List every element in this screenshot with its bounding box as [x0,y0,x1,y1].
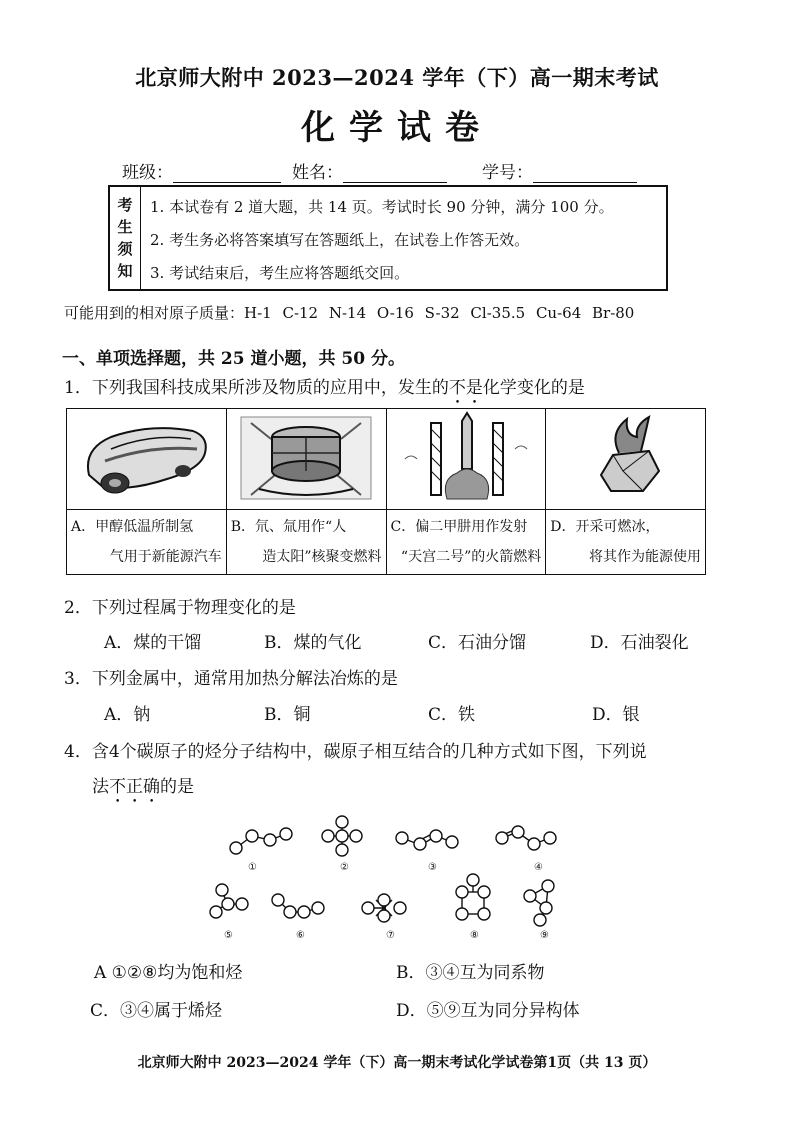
name-label: 姓名： [292,163,343,183]
q4-stem-text: 法 [92,777,109,797]
q4-stem-line2 [92,772,194,807]
section-heading: 一、单项选择题，共 25 道小题，共 50 分。 [62,349,405,369]
q4-stem-text: 的是 [160,777,194,797]
class-field [122,158,281,183]
q4-option-c[interactable]: C．③④属于烯烃 [90,1001,223,1021]
q4-option-a[interactable]: A ①②⑧均为饱和烃 [94,963,243,983]
option-line: 造太阳”核聚变燃料 [262,549,382,565]
q3-option-a[interactable]: A．钠 [104,705,151,725]
q3-option-b[interactable]: B．铜 [264,705,311,725]
notice-side-label [110,187,141,289]
option-line: 将其作为能源使用 [589,549,701,565]
notice-item: 3. 考试结束后，考生应将答题纸交回。 [150,264,410,282]
option-line: D．开采可燃冰， [550,519,660,535]
q1-image-c [386,409,546,510]
page-footer: 北京师大附中 2023—2024 学年（下）高一期末考试化学试卷第1页（共 13 页） [137,1055,657,1071]
q3-option-d[interactable]: D．银 [592,705,640,725]
class-label: 班级： [122,163,173,183]
q1-stem-text: 化学变化的是 [482,378,585,398]
structure-label: ⑧ [470,930,479,941]
q1-image-d [546,409,706,510]
rocket-launch-icon [391,409,541,505]
car-icon [71,409,221,505]
structure-label: ⑨ [540,930,549,941]
exam-notice-box [108,185,668,291]
id-blank[interactable] [533,164,637,183]
q2-stem: 2．下列过程属于物理变化的是 [64,598,296,618]
q3-stem: 3．下列金属中，通常用加热分解法冶炼的是 [64,669,398,689]
q2-option-c[interactable]: C．石油分馏 [428,633,527,653]
q1-image-a [67,409,227,510]
atomic-masses: 可能用到的相对原子质量：H-1 C-12 N-14 O-16 S-32 Cl-35.5 Cu-64 Br-80 [64,304,635,322]
q3-option-c[interactable]: C．铁 [428,705,476,725]
class-blank[interactable] [173,164,281,183]
structure-label: ⑦ [386,930,395,941]
q4-emphasis: 不正确 [109,777,160,797]
option-line: B．氘、氚用作“人 [230,519,347,535]
notice-side-char: 须 [117,240,133,258]
structure-label: ④ [534,862,543,873]
q2-option-b[interactable]: B．煤的气化 [264,633,362,653]
q1-stem-text: 1．下列我国科技成果所涉及物质的应用中，发生的 [64,378,449,398]
q1-stem [64,373,585,408]
q4-stem-line1: 4．含4个碳原子的烃分子结构中，碳原子相互结合的几种方式如下图，下列说 [64,742,647,762]
fusion-reactor-icon [231,409,381,505]
option-line: 气用于新能源汽车 [109,549,222,565]
page-title: 化学试卷 [301,108,493,148]
structure-label: ② [340,862,349,873]
q1-image-b [226,409,386,510]
q1-options-table [66,408,706,575]
notice-side-char: 知 [117,262,133,280]
option-line: A．甲醇低温所制氢 [71,519,194,535]
q4-option-b[interactable]: B．③④互为同系物 [396,963,545,983]
q1-option-d[interactable] [546,510,706,575]
notice-list [150,191,614,290]
carbon-skeleton-figure [200,808,580,948]
q2-option-a[interactable]: A．煤的干馏 [104,633,202,653]
q4-option-d[interactable]: D．⑤⑨互为同分异构体 [396,1001,580,1021]
q1-option-a[interactable] [67,510,227,575]
option-line: “天宫二号”的火箭燃料 [400,549,542,565]
q2-option-d[interactable]: D．石油裂化 [590,633,689,653]
name-blank[interactable] [343,164,447,183]
school-line: 北京师大附中 2023—2024 学年（下）高一期末考试 [135,65,659,90]
id-field [482,158,637,183]
q1-option-c[interactable] [386,510,546,575]
structure-label: ③ [428,862,437,873]
burning-ice-icon [551,409,701,505]
notice-item: 2. 考生务必将答案填写在答题纸上，在试卷上作答无效。 [150,231,530,249]
notice-side-char: 生 [117,218,133,236]
structure-label: ⑤ [224,930,233,941]
q1-emphasis: 不是 [448,378,483,398]
notice-item: 1. 本试卷有 2 道大题，共 14 页。考试时长 90 分钟，满分 100 分。 [150,198,614,216]
option-line: C．偏二甲肼用作发射 [390,519,528,535]
notice-side-char: 考 [117,196,133,214]
id-label: 学号： [482,163,533,183]
structure-label: ⑥ [296,930,305,941]
structure-label: ① [248,862,257,873]
q1-option-b[interactable] [226,510,386,575]
name-field [292,158,447,183]
